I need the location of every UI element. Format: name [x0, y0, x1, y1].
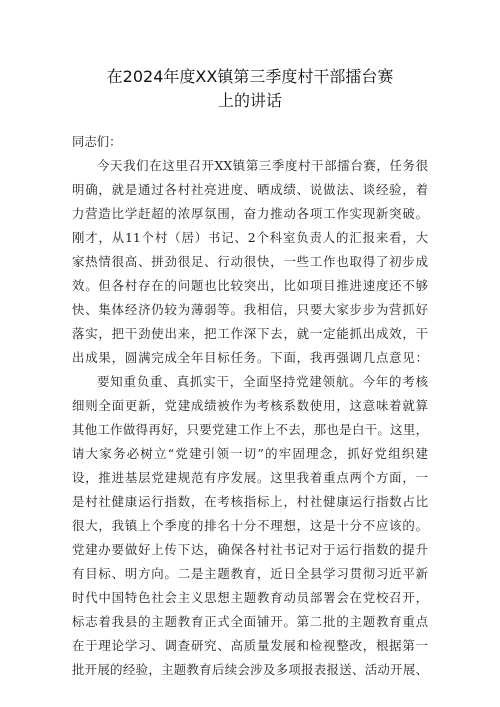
paragraph-line: 力营造比学赶超的浓厚氛围，奋力推动各项工作实现新突破。 — [72, 206, 428, 221]
salutation: 同志们： — [72, 134, 122, 149]
paragraph-line: 在于理论学习、调查研究、高质量发展和检视整改，根据第一 — [72, 638, 428, 653]
paragraph-line: 设，推进基层党建规范有序发展。这里我着重点两个方面，一 — [72, 470, 428, 485]
paragraph-line: 请大家务必树立“党建引领一切”的牢固理念，抓好党组织建 — [72, 446, 428, 461]
paragraph-line: 今天我们在这里召开XX镇第三季度村干部擂台赛，任务很 — [97, 158, 428, 173]
paragraph-line: 细则全面更新，党建成绩被作为考核系数使用，这意味着就算 — [72, 398, 428, 413]
paragraph-line: 批开展的经验，主题教育后续会涉及多项报表报送、活动开展、 — [72, 662, 428, 677]
paragraph-line: 很大，我镇上个季度的排名十分不理想，这是十分不应该的。 — [72, 518, 428, 533]
paragraph-line: 出成果，圆满完成全年目标任务。下面，我再强调几点意见： — [72, 350, 428, 365]
paragraph-line: 落实，把干劲使出来，把工作深下去，就一定能抓出成效，干 — [72, 326, 428, 341]
paragraph-line: 快、集体经济仍较为薄弱等。我相信，只要大家步步为营抓好 — [72, 302, 428, 317]
paragraph-line: 有目标、明方向。二是主题教育，近日全县学习贯彻习近平新 — [72, 566, 428, 581]
paragraph-line: 党建办要做好上传下达，确保各村社书记对于运行指数的提升 — [72, 542, 428, 557]
paragraph-line: 家热情很高、拼劲很足、行动很快，一些工作也取得了初步成 — [72, 254, 428, 269]
paragraph-line: 效。但各村存在的问题也比较突出，比如项目推进速度还不够 — [72, 278, 428, 293]
document-title-line-2: 上的讲话 — [217, 91, 282, 110]
paragraph-line: 刚才，从11个村（居）书记、2个科室负责人的汇报来看，大 — [72, 230, 428, 245]
document-title-line-1: 在2024年度XX镇第三季度村干部擂台赛 — [106, 67, 394, 86]
paragraph-line: 其他工作做得再好，只要党建工作上不去，那也是白干。这里， — [72, 422, 428, 437]
paragraph-line: 时代中国特色社会主义思想主题教育动员部署会在党校召开， — [72, 590, 428, 605]
paragraph-line: 要知重负重、真抓实干，全面坚持党建领航。今年的考核 — [97, 374, 428, 389]
paragraph-line: 标志着我县的主题教育正式全面铺开。第二批的主题教育重点 — [72, 614, 428, 629]
paragraph-line: 明确，就是通过各村社亮进度、晒成绩、说做法、谈经验，着 — [72, 182, 428, 197]
paragraph-line: 是村社健康运行指数，在考核指标上，村社健康运行指数占比 — [72, 494, 428, 509]
